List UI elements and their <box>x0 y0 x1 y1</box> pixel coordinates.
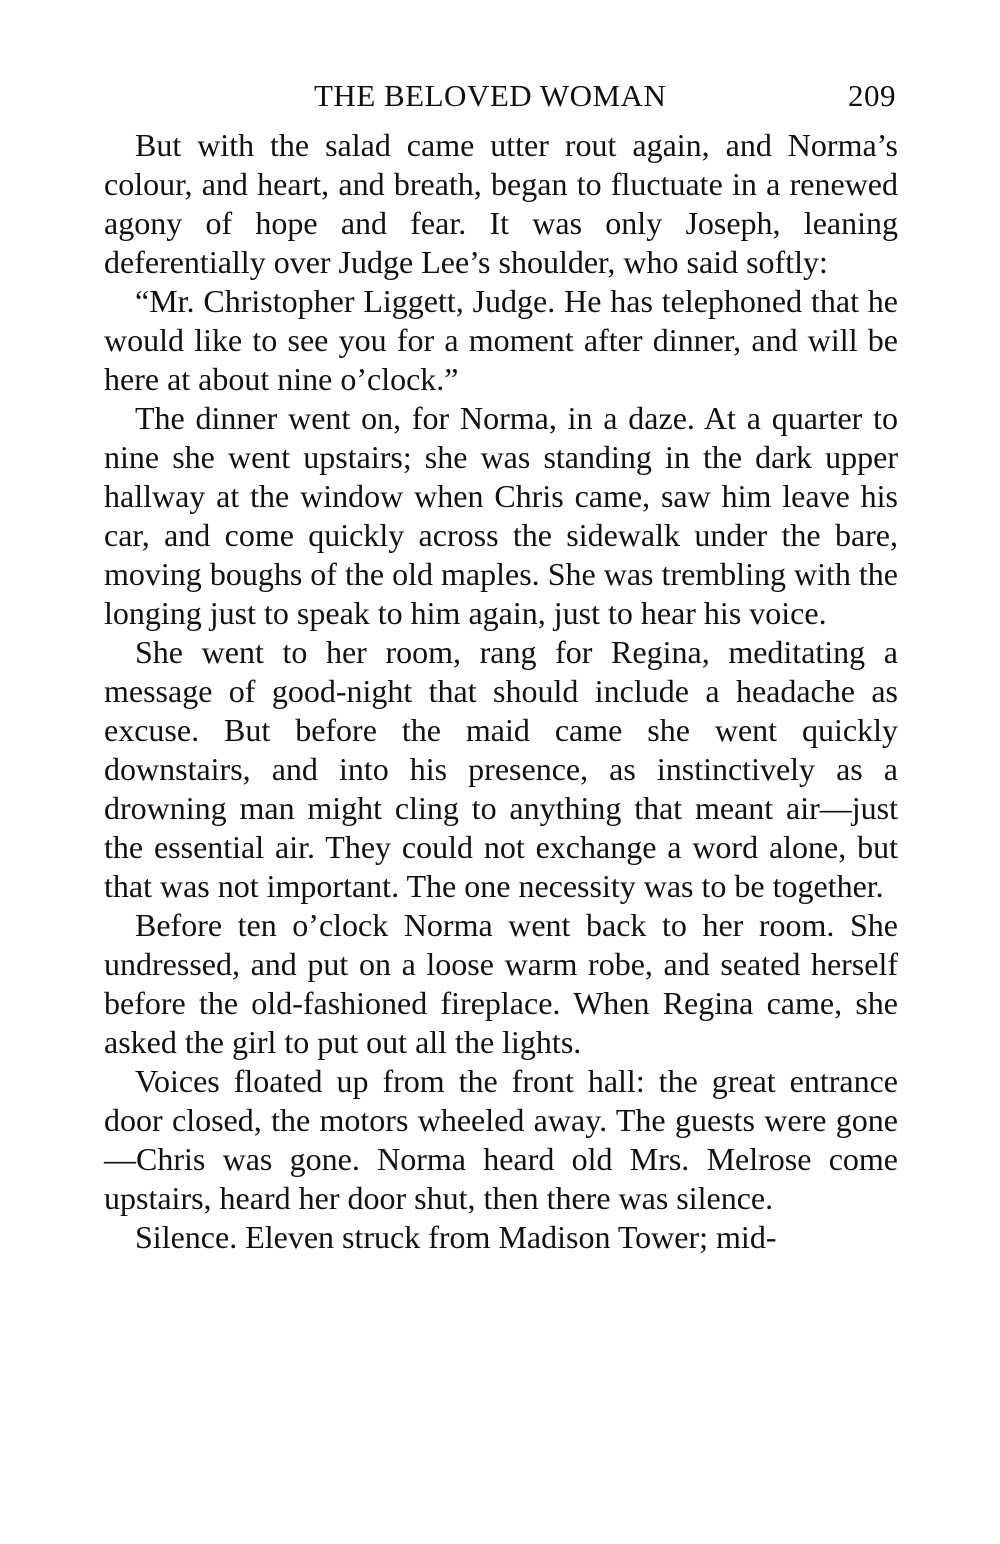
paragraph: “Mr. Christopher Liggett, Judge. He has telephoned that he would like to see you for a moment after dinner, and will be here at about nine o’clock.” <box>104 283 898 397</box>
page-number: 209 <box>848 78 896 113</box>
page-body <box>104 126 898 1257</box>
running-title: THE BELOVED WOMAN <box>314 78 667 113</box>
book-page <box>104 74 898 1257</box>
paragraph: Voices floated up from the front hall: the great entrance door closed, the motors wheeled away. The guests were gone—Chris was gone. Norma heard old Mrs. Melrose come upstairs, heard her door shut, then there was silence. <box>104 1063 898 1216</box>
page-header <box>104 74 898 126</box>
paragraph: But with the salad came utter rout again, and Norma’s colour, and heart, and breath, began to fluctuate in a renewed agony of hope and fear. It was only Joseph, leaning deferentially over Judge Lee’s shoulder, who said softly: <box>104 127 898 280</box>
paragraph: Silence. Eleven struck from Madison Tower; mid- <box>135 1219 777 1255</box>
paragraph: The dinner went on, for Norma, in a daze. At a quarter to nine she went upstairs; she was standing in the dark upper hallway at the window when Chris came, saw him leave his car, and come quickly across the sidewalk under the bare, moving boughs of the old maples. She was trembling with the longing just to speak to him again, just to hear his voice. <box>104 400 898 631</box>
paragraph: She went to her room, rang for Regina, meditating a message of good-night that should include a headache as excuse. But before the maid came she went quickly downstairs, and into his presence, as instinctively as a drowning man might cling to anything that meant air—just the essential air. They could not exchange a word alone, but that was not important. The one necessity was to be together. <box>104 634 898 904</box>
paragraph: Before ten o’clock Norma went back to her room. She undressed, and put on a loose warm robe, and seated herself before the old-fashioned fireplace. When Regina came, she asked the girl to put out all the lights. <box>104 907 898 1060</box>
